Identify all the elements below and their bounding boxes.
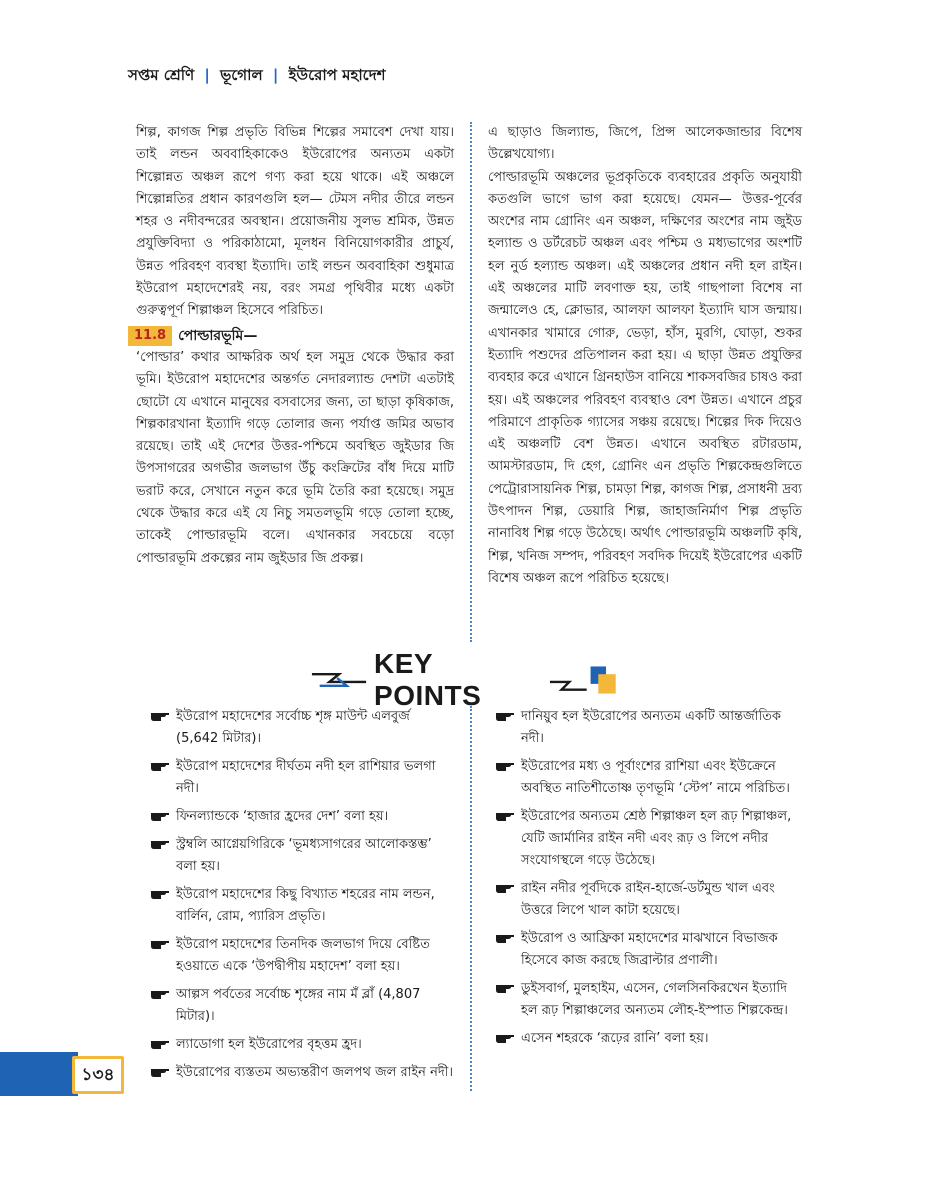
list-item (150, 756, 455, 800)
list-item (495, 878, 800, 922)
list-item (495, 806, 800, 872)
key-point-text: ইউরোপের ব্যস্ততম অভ্যন্তরীণ জলপথ জল রাইন নদী। (176, 1065, 454, 1080)
key-point-text: ইউরোপের অন্যতম শ্রেষ্ঠ শিল্পাঞ্চল হল রূঢ় শিল্পাঞ্চল, যেটি জার্মানির রাইন নদী এবং রূঢ় ও লিপে নদীর সংযোগস্থলে গড়ে উঠেছে। (521, 809, 792, 868)
key-point-text: ইউরোপ মহাদেশের কিছু বিখ্যাত শহরের নাম লন্ডন, বার্লিন, রোম, প্যারিস প্রভৃতি। (176, 887, 435, 924)
key-point-text: ইউরোপ মহাদেশের দীর্ঘতম নদী হল রাশিয়ার ভলগা নদী। (176, 759, 436, 796)
key-point-text: ইউরোপ ও আফ্রিকা মহাদেশের মাঝখানে বিভাজক হিসেবে কাজ করছে জিব্রাল্টার প্রণালী। (521, 931, 778, 968)
key-point-text: রাইন নদীর পূর্বদিকে রাইন-হার্জে-ডর্টমুন্ড খাল এবং উত্তরে লিপে খাল কাটা হয়েছে। (521, 881, 775, 918)
key-points-left-list (150, 706, 455, 1090)
list-item (150, 984, 455, 1028)
pointing-hand-icon (495, 981, 515, 995)
pointing-hand-icon (150, 709, 170, 723)
pointing-hand-icon (495, 759, 515, 773)
list-item (495, 1028, 800, 1050)
pointing-hand-icon (150, 837, 170, 851)
polder-paragraph: ‘পোল্ডার’ কথার আক্ষরিক অর্থ হল সমুদ্র থেকে উদ্ধার করা ভূমি। ইউরোপ মহাদেশের অন্তর্গত নেদারল্যান্ড দেশটা এতটাই ছোটো যে এখানে মানুষের বসবাসের জন্য, তা ছাড়া কৃষিকাজ, শিল্পকারখানা ইত্যাদি গড়ে তোলার জন্য পর্যাপ্ত জমির অভাব রয়েছে। তাই এই দেশের উত্তর-পশ্চিমে অবস্থিত জুইডার জি উপসাগরের অগভীর জলভাগ উঁচু কংক্রিটের বাঁধ দিয়ে মাটি ভরাট করে, সেখানে নতুন করে ভূমি তৈরি করা হয়েছে। সমুদ্র থেকে উদ্ধার করে এই যে নিচু সমতলভূমি গড়ে তোলা হচ্ছে, তাকেই পোল্ডারভূমি বলে। এখানকার সবচেয়ে বড়ো পোল্ডারভূমি প্রকল্পের নাম জুইডার জি প্রকল্প। (136, 349, 454, 566)
key-points-right-list (495, 706, 800, 1056)
key-point-text: ডুইসবার্গ, মুলহাইম, এসেন, গেলসিনকিরখেন ইত্যাদি হল রূঢ় শিল্পাঞ্চলের অন্যতম লৌহ-ইস্পাত শিল্পকেন্দ্র। (521, 981, 788, 1018)
list-item (495, 978, 800, 1022)
header-subject: ভূগোল (220, 66, 263, 84)
right-column (488, 122, 802, 590)
pointing-hand-icon (150, 1065, 170, 1079)
key-point-text: দানিয়ুব হল ইউরোপের অন্যতম একটি আন্তর্জাতিক নদী। (521, 709, 782, 746)
pointing-hand-icon (495, 931, 515, 945)
london-basin-paragraph: শিল্প, কাগজ শিল্প প্রভৃতি বিভিন্ন শিল্পের সমাবেশ দেখা যায়। তাই লন্ডন অববাহিকাকেও ইউরোপের অন্যতম একটা শিল্পোন্নত অঞ্চল রূপে গণ্য করা হয়ে থাকে। এই অঞ্চলে শিল্পোন্নতির প্রধান কারণগুলি হল— টেমস নদীর তীরে লন্ডন শহর ও নদীবন্দরের অবস্থান। প্রয়োজনীয় সুলভ শ্রমিক, উন্নত প্রযুক্তিবিদ্যা ও পরিকাঠামো, মূলধন বিনিয়োগকারীর প্রাচুর্য, উন্নত পরিবহণ ব্যবস্থা ইত্যাদি। তাই লন্ডন অববাহিকা শুধুমাত্র ইউরোপ মহাদেশেরই নয়, বরং সমগ্র পৃথিবীর মধ্যে একটা গুরুত্বপূর্ণ শিল্পাঞ্চল হিসেবে পরিচিত। (136, 125, 454, 319)
section-number: 11.8 (128, 326, 172, 346)
key-point-text: ফিনল্যান্ডকে ‘হাজার হ্রদের দেশ’ বলা হয়। (176, 809, 389, 824)
list-item (495, 706, 800, 750)
list-item (150, 1062, 455, 1084)
page-number: ১৩৪ (72, 1056, 124, 1094)
list-item (150, 1034, 455, 1056)
list-item (150, 834, 455, 878)
pointing-hand-icon (150, 1037, 170, 1051)
pointing-hand-icon (495, 809, 515, 823)
key-point-text: স্ট্রম্বলি আগ্নেয়গিরিকে ‘ভূমধ্যসাগরের আলোকস্তম্ভ’ বলা হয়। (176, 837, 432, 874)
key-point-text: ল্যাডোগা হল ইউরোপের বৃহত্তম হ্রদ। (176, 1037, 362, 1052)
header-separator: | (204, 66, 210, 84)
key-points-divider (470, 706, 472, 1091)
pointing-hand-icon (150, 887, 170, 901)
pointing-hand-icon (495, 1031, 515, 1045)
pointing-hand-icon (150, 987, 170, 1001)
list-item (150, 806, 455, 828)
left-column (136, 122, 454, 570)
key-point-text: আল্পস পর্বতের সর্বোচ্চ শৃঙ্গের নাম মঁ ব্লাঁ (4,807 মিটার)। (176, 987, 421, 1024)
key-points-title: KEY POINTS (374, 648, 482, 711)
list-item (495, 756, 800, 800)
pointing-hand-icon (150, 809, 170, 823)
column-divider (470, 122, 472, 642)
key-point-text: ইউরোপ মহাদেশের তিনদিক জলভাগ দিয়ে বেষ্টিত হওয়াতে একে ‘উপদ্বীপীয় মহাদেশ’ বলা হয়। (176, 937, 430, 974)
footer-accent-bar (0, 1052, 78, 1096)
list-item (150, 934, 455, 978)
key-point-text: এসেন শহরকে ‘রূঢ়ের রানি’ বলা হয়। (521, 1031, 709, 1046)
pointing-hand-icon (495, 709, 515, 723)
header-chapter: ইউরোপ মহাদেশ (288, 66, 386, 84)
arrow-lines-right-icon (548, 662, 620, 698)
page-header (128, 64, 385, 89)
list-item (495, 928, 800, 972)
arrow-lines-left-icon (310, 668, 368, 692)
key-point-text: ইউরোপ মহাদেশের সর্বোচ্চ শৃঙ্গ মাউন্ট এলবুর্জ (5,642 মিটার)। (176, 709, 410, 746)
header-separator: | (272, 66, 279, 84)
polder-other-projects-paragraph: এ ছাড়াও জিল্যান্ড, জিপে, প্রিন্স আলেকজান্ডার বিশেষ উল্লেখযোগ্য। (488, 125, 802, 163)
pointing-hand-icon (150, 759, 170, 773)
header-class: সপ্তম শ্রেণি (128, 66, 195, 84)
section-heading (136, 325, 454, 347)
polder-regions-paragraph: পোল্ডারভূমি অঞ্চলের ভূপ্রকৃতিকে ব্যবহারের প্রকৃতি অনুযায়ী কতগুলি ভাগে ভাগ করা হয়েছে। যেমন— উত্তর-পূর্বের অংশের নাম গ্রোনিং এন অঞ্চল, দক্ষিণের অংশের নাম জুইড হল্যান্ড ও ডর্টরেচট অঞ্চল এবং পশ্চিম ও মধ্যভাগের অংশটি হল নুর্ড হল্যান্ড অঞ্চল। এই অঞ্চলের প্রধান নদী হল রাইন। এই অঞ্চলের মাটি লবণাক্ত হয়, তাই গাছপালা বিশেষ না জন্মালেও হে, ক্লোভার, আলফা আলফা ইত্যাদি ঘাস জন্মায়। এখানকার খামারে গোরু, ভেড়া, হাঁস, মুরগি, ঘোড়া, শুকর ইত্যাদি পশুদের প্রতিপালন করা হয়। এ ছাড়া উন্নত প্রযুক্তির ব্যবহার করে এখানে গ্রিনহাউস বানিয়ে শাকসবজির চাষও করা হয়। এই অঞ্চলের পরিবহণ ব্যবস্থাও বেশ উন্নত। এখানে প্রচুর পরিমাণে প্রাকৃতিক গ্যাসের সঞ্চয় রয়েছে। শিল্পের দিক দিয়েও এই অঞ্চলটি বেশ উন্নত। এখানে অবস্থিত রটারডাম, আমস্টারডাম, দি হেগ, গ্রোনিং এন প্রভৃতি শিল্পকেন্দ্রগুলিতে পেট্রোরাসায়নিক শিল্প, চামড়া শিল্প, কাগজ শিল্প, প্রসাধনী দ্রব্য উৎপাদন শিল্প, ডেয়ারি শিল্প, জাহাজনির্মাণ শিল্প প্রভৃতি নানাবিধ শিল্প গড়ে উঠেছে। অর্থাৎ পোল্ডারভূমি অঞ্চলটি কৃষি, শিল্প, খনিজ সম্পদ, পরিবহণ সবদিক দিয়েই ইউরোপের একটি বিশেষ অঞ্চল রূপে পরিচিত হয়েছে। (488, 169, 802, 586)
pointing-hand-icon (150, 937, 170, 951)
key-point-text: ইউরোপের মধ্য ও পূর্বাংশের রাশিয়া এবং ইউক্রেনে অবস্থিত নাতিশীতোষ্ণ তৃণভূমি ‘স্টেপ’ নামে পরিচিত। (521, 759, 790, 796)
section-title: পোল্ডারভূমি— (178, 327, 258, 344)
key-points-banner (310, 648, 620, 711)
list-item (150, 884, 455, 928)
list-item (150, 706, 455, 750)
pointing-hand-icon (495, 881, 515, 895)
